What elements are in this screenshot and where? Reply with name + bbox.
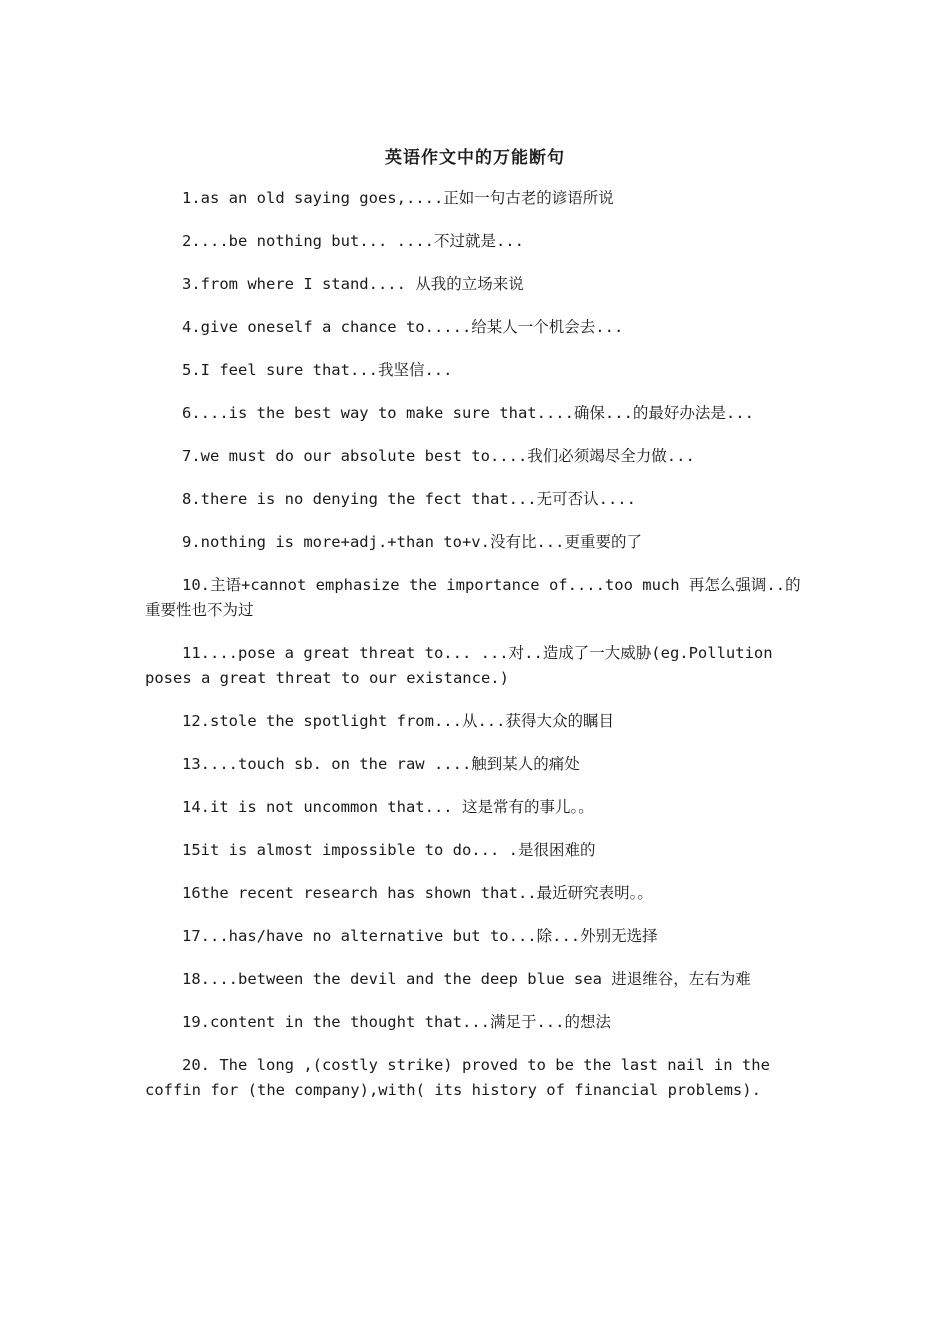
list-item: 1.as an old saying goes,....正如一句古老的谚语所说 [182, 189, 614, 207]
list-item: 20. The long ,(costly strike) proved to be the last nail in the coffin for (the company),with( its history of financial problems). [145, 1056, 780, 1099]
phrase-list [145, 186, 805, 1121]
list-item: 19.content in the thought that...满足于...的想法 [182, 1013, 611, 1031]
list-item: 6....is the best way to make sure that....确保...的最好办法是... [182, 404, 754, 422]
list-item: 15it is almost impossible to do... .是很困难的 [182, 841, 596, 859]
list-item: 13....touch sb. on the raw ....触到某人的痛处 [182, 755, 580, 773]
list-item: 14.it is not uncommon that... 这是常有的事儿。。 [182, 798, 594, 816]
list-item: 12.stole the spotlight from...从...获得大众的瞩目 [182, 712, 614, 730]
list-item: 11....pose a great threat to... ...对..造成了一大威胁(eg.Pollution poses a great threat to our existance.) [145, 644, 782, 687]
list-item: 5.I feel sure that...我坚信... [182, 361, 453, 379]
list-item: 16the recent research has shown that..最近研究表明。。 [182, 884, 653, 902]
list-item: 18....between the devil and the deep blue sea 进退维谷，左右为难 [182, 970, 751, 988]
list-item: 7.we must do our absolute best to....我们必须竭尽全力做... [182, 447, 695, 465]
list-item: 2....be nothing but... ....不过就是... [182, 232, 524, 250]
list-item: 3.from where I stand.... 从我的立场来说 [182, 275, 524, 293]
list-item: 4.give oneself a chance to.....给某人一个机会去... [182, 318, 624, 336]
list-item: 10.主语+cannot emphasize the importance of....too much 再怎么强调..的重要性也不为过 [145, 576, 801, 619]
list-item: 8.there is no denying the fect that...无可否认.... [182, 490, 636, 508]
list-item: 17...has/have no alternative but to...除...外别无选择 [182, 927, 658, 945]
document-title: 英语作文中的万能断句 [385, 148, 565, 168]
list-item: 9.nothing is more+adj.+than to+v.没有比...更重要的了 [182, 533, 642, 551]
